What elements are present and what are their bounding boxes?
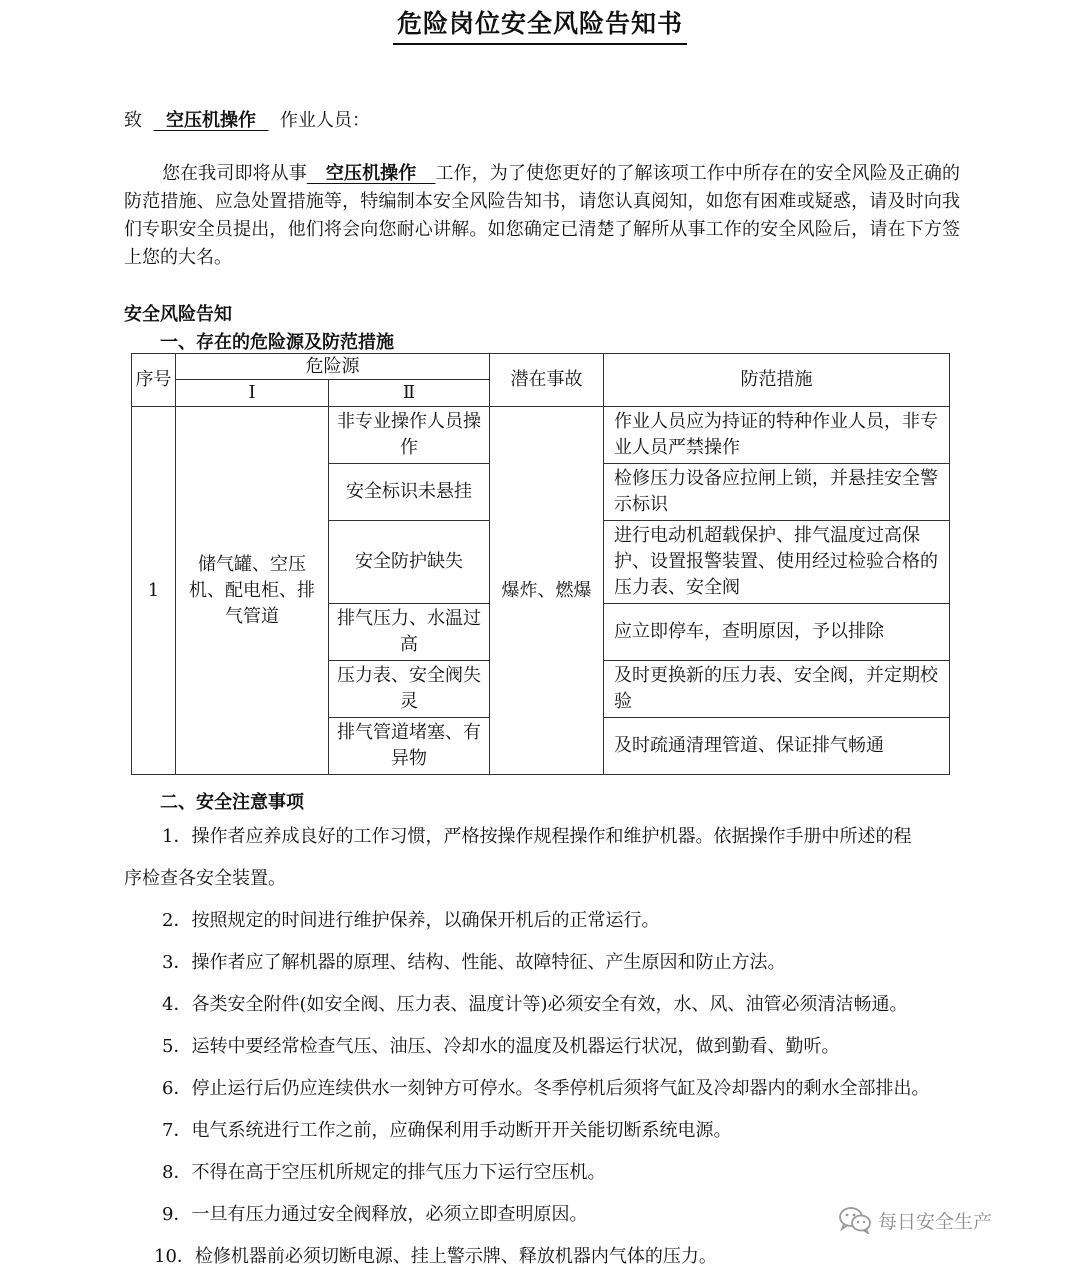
hazard-cell: 排气管道堵塞、有异物 — [329, 718, 490, 775]
subsection-heading-1: 一、存在的危险源及防范措施 — [160, 332, 394, 353]
intro-job: 空压机操作 — [325, 163, 417, 184]
header-seq: 序号 — [132, 354, 176, 407]
list-item: 1．操作者应养成良好的工作习惯，严格按操作规程操作和维护机器。依据操作手册中所述的程 — [162, 826, 912, 847]
hazard-cell: 安全防护缺失 — [329, 521, 490, 604]
header-level2: Ⅱ — [329, 380, 490, 407]
document-title: 危险岗位安全风险告知书 — [0, 4, 1080, 45]
header-level1: Ⅰ — [176, 380, 329, 407]
subsection-heading-2: 二、安全注意事项 — [160, 792, 304, 813]
list-item: 2．按照规定的时间进行维护保养，以确保开机后的正常运行。 — [162, 910, 660, 931]
greeting-suffix: 作业人员： — [280, 110, 370, 131]
measure-cell: 检修压力设备应拉闸上锁，并悬挂安全警示标识 — [604, 464, 950, 521]
list-item: 3．操作者应了解机器的原理、结构、性能、故障特征、产生原因和防止方法。 — [162, 952, 786, 973]
list-item: 6．停止运行后仍应连续供水一刻钟方可停水。冬季停机后须将气缸及冷却器内的剩水全部排出。 — [162, 1078, 930, 1099]
list-item-continuation: 序检查各安全装置。 — [124, 868, 286, 889]
list-item: 8．不得在高于空压机所规定的排气压力下运行空压机。 — [162, 1162, 606, 1183]
wechat-icon — [838, 1206, 872, 1234]
list-item: 10．检修机器前必须切断电源、挂上警示牌、释放机器内气体的压力。 — [154, 1246, 717, 1267]
measure-cell: 进行电动机超载保护、排气温度过高保护、设置报警装置、使用经过检验合格的压力表、安全阀 — [604, 521, 950, 604]
hazard-cell: 排气压力、水温过高 — [329, 604, 490, 661]
greeting — [124, 106, 370, 132]
list-item: 9．一旦有压力通过安全阀释放，必须立即查明原因。 — [162, 1204, 588, 1225]
list-item: 4．各类安全附件(如安全阀、压力表、温度计等)必须安全有效，水、风、油管必须清洁畅通。 — [162, 994, 908, 1015]
intro-part2: 工作，为了使您更好的了解该项工作中所存在的安全风险及正确的防范措施、应急处置措施等，特编制本安全风险告知书，请您认真阅知，如您有困难或疑惑，请及时向我们专职安全员提出，他们将会向您耐心讲解。如您确定已清楚了解所从事工作的安全风险后，请在下方签上您的大名。 — [124, 163, 961, 268]
section-heading: 安全风险告知 — [124, 304, 232, 325]
hazard-cell: 压力表、安全阀失灵 — [329, 661, 490, 718]
header-measures: 防范措施 — [604, 354, 950, 407]
measure-cell: 应立即停车，查明原因，予以排除 — [604, 604, 950, 661]
header-hazard: 危险源 — [176, 354, 490, 380]
table-row — [132, 407, 950, 464]
watermark-text: 每日安全生产 — [878, 1210, 993, 1233]
accident-cell: 爆炸、燃爆 — [490, 407, 604, 775]
measure-cell: 及时疏通清理管道、保证排气畅通 — [604, 718, 950, 775]
intro-paragraph — [124, 160, 960, 272]
header-accident: 潜在事故 — [490, 354, 604, 407]
risk-table — [131, 353, 950, 775]
greeting-role: 空压机操作 — [166, 110, 256, 131]
measure-cell: 作业人员应为持证的特种作业人员，非专业人员严禁操作 — [604, 407, 950, 464]
level1-cell: 储气罐、空压机、配电柜、排气管道 — [176, 407, 329, 775]
hazard-cell: 安全标识未悬挂 — [329, 464, 490, 521]
list-item: 5．运转中要经常检查气压、油压、冷却水的温度及机器运行状况，做到勤看、勤听。 — [162, 1036, 840, 1057]
intro-part1: 您在我司即将从事 — [162, 163, 307, 184]
hazard-cell: 非专业操作人员操作 — [329, 407, 490, 464]
measure-cell: 及时更换新的压力表、安全阀，并定期校验 — [604, 661, 950, 718]
seq-cell: 1 — [132, 407, 176, 775]
greeting-prefix: 致 — [124, 110, 142, 131]
watermark — [838, 1206, 992, 1234]
list-item: 7．电气系统进行工作之前，应确保利用手动断开开关能切断系统电源。 — [162, 1120, 732, 1141]
